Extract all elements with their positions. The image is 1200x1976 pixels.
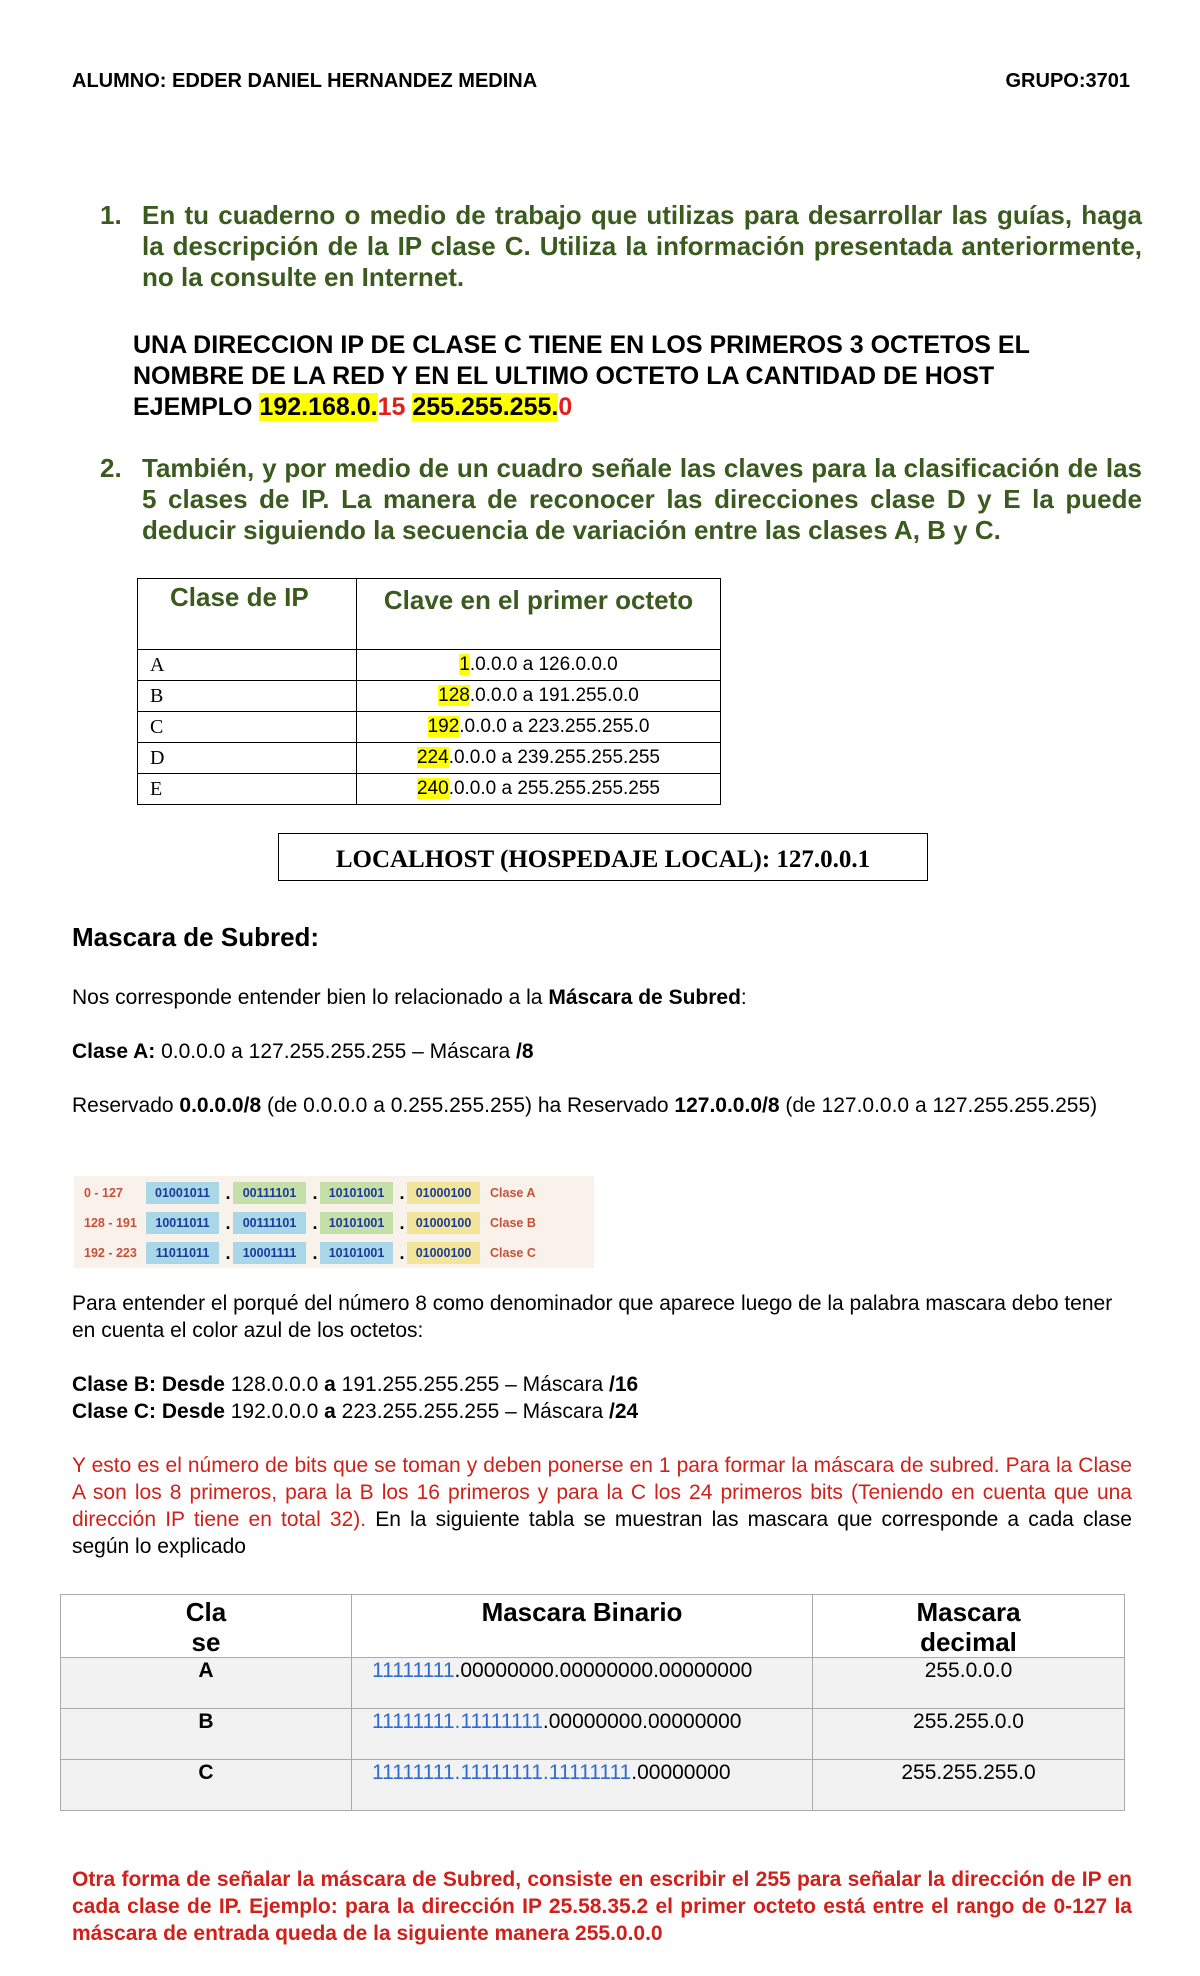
- binary-cell: [352, 1658, 813, 1709]
- class-b-a: a: [324, 1373, 336, 1396]
- class-cell: B: [61, 1709, 352, 1760]
- first-octet: 1: [459, 654, 470, 675]
- ip-class-table: [137, 578, 721, 805]
- octet-class: Clase B: [490, 1216, 536, 1230]
- student-name: ALUMNO: EDDER DANIEL HERNANDEZ MEDINA: [72, 70, 538, 92]
- octet-row: [74, 1240, 594, 1266]
- red-explanation: Y esto es el número de bits que se toman y deben ponerse en 1 para formar la máscara de subred. Para la Clase A son los 8 primeros, para la B los 16 primeros y para la C los 24 primeros bits (Teniendo en cuenta que una dirección IP tiene en total 32).: [72, 1454, 1132, 1531]
- answer-line: UNA DIRECCION IP DE CLASE C TIENE EN LOS PRIMEROS 3 OCTETOS EL: [133, 331, 1030, 359]
- group-number: GRUPO:3701: [1005, 70, 1130, 92]
- section-title: Mascara de Subred:: [72, 922, 320, 952]
- octet-row: [74, 1180, 594, 1206]
- octet: 01001011: [146, 1182, 219, 1204]
- octet-range: 128 - 191: [84, 1216, 137, 1230]
- octet-class: Clase C: [490, 1246, 536, 1260]
- octet: 01000100: [407, 1182, 480, 1204]
- question-text: También, y por medio de un cuadro señale las claves para la clasificación de las 5 clases de IP. La manera de reconocer las direcciones clase D y E la puede deducir siguiendo la secuencia de variación entre las clases A, B y C.: [142, 453, 1142, 545]
- octet-range: 192 - 223: [84, 1246, 137, 1260]
- binary-ones: 11111111: [372, 1659, 455, 1682]
- class-b-line: [72, 1371, 1132, 1398]
- octet: 01000100: [407, 1242, 480, 1264]
- closing-paragraph: Otra forma de señalar la máscara de Subred, consiste en escribir el 255 para señalar la dirección de IP en cada clase de IP. Ejemplo: para la dirección IP 25.58.35.2 el primer octeto está entre el rango de 0-127 la máscara de entrada queda de la siguiente manera 255.0.0.0: [72, 1868, 1132, 1945]
- header-class-text: Cla se: [185, 1597, 227, 1657]
- octet: 11011011: [146, 1242, 219, 1264]
- range-cell: [357, 712, 721, 743]
- class-c-mask: /24: [609, 1400, 639, 1423]
- dot: .: [225, 1212, 231, 1233]
- intro-paragraph: [72, 984, 1132, 1011]
- class-cell: B: [138, 681, 357, 712]
- range-rest: .0.0.0 a 239.255.255.255: [448, 747, 660, 768]
- intro-bold: Máscara de Subred: [548, 986, 741, 1009]
- class-b-from: 128.0.0.0: [224, 1373, 325, 1396]
- question-number: 1.: [100, 200, 122, 230]
- answer-line: NOMBRE DE LA RED Y EN EL ULTIMO OCTETO LA CANTIDAD DE HOST: [133, 362, 995, 390]
- octet: 00111101: [233, 1212, 306, 1234]
- range-cell: [357, 650, 721, 681]
- class-b-label: Clase B: Desde: [72, 1373, 225, 1396]
- octet: 10101001: [320, 1242, 393, 1264]
- dot: .: [225, 1242, 231, 1263]
- table-row: [61, 1658, 1125, 1709]
- class-cell: D: [138, 743, 357, 774]
- example-prefix: EJEMPLO: [133, 393, 260, 421]
- binary-ones: 11111111.11111111: [372, 1710, 543, 1733]
- table-intro: En la siguiente tabla se muestran las mascara que corresponde a cada clase según lo explicado: [72, 1508, 1132, 1558]
- localhost-box: LOCALHOST (HOSPEDAJE LOCAL): 127.0.0.1: [278, 833, 928, 881]
- binary-cell: [352, 1760, 813, 1811]
- binary-zeros: .00000000: [631, 1761, 731, 1784]
- answer-example: [133, 392, 1113, 423]
- column-header-binary: Mascara Binario: [352, 1595, 813, 1658]
- example-host: 15: [377, 393, 406, 421]
- first-octet: 192: [427, 716, 460, 737]
- reserved-paragraph: [72, 1092, 1132, 1119]
- octet: 10011011: [146, 1212, 219, 1234]
- binary-zeros: .00000000.00000000.00000000: [454, 1659, 753, 1682]
- question-1: [100, 200, 1142, 293]
- decimal-cell: 255.255.255.0: [813, 1760, 1125, 1811]
- table-row: [61, 1760, 1125, 1811]
- range-cell: [357, 681, 721, 712]
- first-octet: 224: [416, 747, 449, 768]
- class-cell: C: [138, 712, 357, 743]
- table-row: [138, 650, 721, 681]
- class-b-mask: /16: [609, 1373, 639, 1396]
- octet: 00111101: [233, 1182, 306, 1204]
- question-number: 2.: [100, 453, 122, 483]
- example-network: 192.168.0.: [259, 393, 378, 421]
- class-c-label: Clase C: Desde: [72, 1400, 225, 1423]
- binary-ones: 11111111.11111111.11111111: [372, 1761, 632, 1784]
- dot: .: [225, 1182, 231, 1203]
- table-row: [138, 712, 721, 743]
- range-rest: .0.0.0 a 223.255.255.0: [459, 716, 650, 737]
- explain-paragraph: Para entender el porqué del número 8 como denominador que aparece luego de la palabra mascara debo tener en cuenta el color azul de los octetos:: [72, 1292, 1113, 1342]
- column-header-class: Clase de IP: [138, 579, 357, 650]
- binary-zeros: .00000000.00000000: [542, 1710, 742, 1733]
- class-a-line: [72, 1038, 1132, 1065]
- class-cell: E: [138, 774, 357, 805]
- class-b-to: 191.255.255.255 – Máscara: [335, 1373, 610, 1396]
- reserved-block-2: 127.0.0.0/8: [674, 1094, 780, 1117]
- first-octet: 128: [438, 685, 470, 706]
- octet-row: [74, 1210, 594, 1236]
- range-cell: [357, 774, 721, 805]
- class-cell: C: [61, 1760, 352, 1811]
- decimal-cell: 255.0.0.0: [813, 1658, 1125, 1709]
- range-rest: .0.0.0 a 255.255.255.255: [448, 778, 660, 799]
- range-rest: .0.0.0 a 126.0.0.0: [469, 654, 618, 675]
- octet-class: Clase A: [490, 1186, 536, 1200]
- mask-explanation: [72, 1452, 1132, 1560]
- table-row: [61, 1709, 1125, 1760]
- intro-colon: :: [740, 986, 747, 1009]
- dot: .: [399, 1182, 405, 1203]
- reserved-block-1: 0.0.0.0/8: [179, 1094, 262, 1117]
- class-c-a: a: [324, 1400, 336, 1423]
- range-cell: [357, 743, 721, 774]
- class-a-range: 0.0.0.0 a 127.255.255.255 – Máscara: [155, 1040, 517, 1063]
- dot: .: [312, 1242, 318, 1263]
- header-decimal-text: Mascara decimal: [916, 1597, 1021, 1657]
- octet-range: 0 - 127: [84, 1186, 123, 1200]
- class-a-label: Clase A:: [72, 1040, 156, 1063]
- dot: .: [312, 1182, 318, 1203]
- column-header-key: Clave en el primer octeto: [357, 579, 721, 650]
- class-c-from: 192.0.0.0: [224, 1400, 325, 1423]
- answer-1: [133, 330, 1113, 423]
- dot: .: [399, 1212, 405, 1233]
- octet: 10101001: [320, 1182, 393, 1204]
- octet: 10101001: [320, 1212, 393, 1234]
- class-cell: A: [61, 1658, 352, 1709]
- table-row: [138, 681, 721, 712]
- class-c-line: [72, 1398, 1132, 1425]
- question-text: En tu cuaderno o medio de trabajo que utilizas para desarrollar las guías, haga la descripción de la IP clase C. Utiliza la información presentada anteriormente, no la consulte en Internet.: [142, 200, 1142, 292]
- dot: .: [312, 1212, 318, 1233]
- range-rest: .0.0.0 a 191.255.0.0: [469, 685, 639, 706]
- question-2: [100, 453, 1142, 546]
- class-cell: A: [138, 650, 357, 681]
- dot: .: [399, 1242, 405, 1263]
- octet: 10001111: [233, 1242, 306, 1264]
- header: [72, 70, 1130, 93]
- example-mask: 255.255.255.: [412, 393, 559, 421]
- column-header-decimal: [813, 1595, 1125, 1658]
- octet: 01000100: [407, 1212, 480, 1234]
- mask-table: [60, 1594, 1125, 1811]
- decimal-cell: 255.255.0.0: [813, 1709, 1125, 1760]
- class-a-mask: /8: [516, 1040, 534, 1063]
- example-mask-host: 0: [558, 393, 573, 421]
- reserved-text: Reservado: [72, 1094, 180, 1117]
- column-header-class: [61, 1595, 352, 1658]
- reserved-text: (de 0.0.0.0 a 0.255.255.255) ha Reservado: [261, 1094, 675, 1117]
- first-octet: 240: [416, 778, 449, 799]
- table-row: [138, 743, 721, 774]
- class-c-to: 223.255.255.255 – Máscara: [335, 1400, 610, 1423]
- octet-diagram-image: [74, 1176, 594, 1268]
- intro-text: Nos corresponde entender bien lo relacionado a la: [72, 986, 549, 1009]
- table-row: [138, 774, 721, 805]
- reserved-text: (de 127.0.0.0 a 127.255.255.255): [779, 1094, 1098, 1117]
- binary-cell: [352, 1709, 813, 1760]
